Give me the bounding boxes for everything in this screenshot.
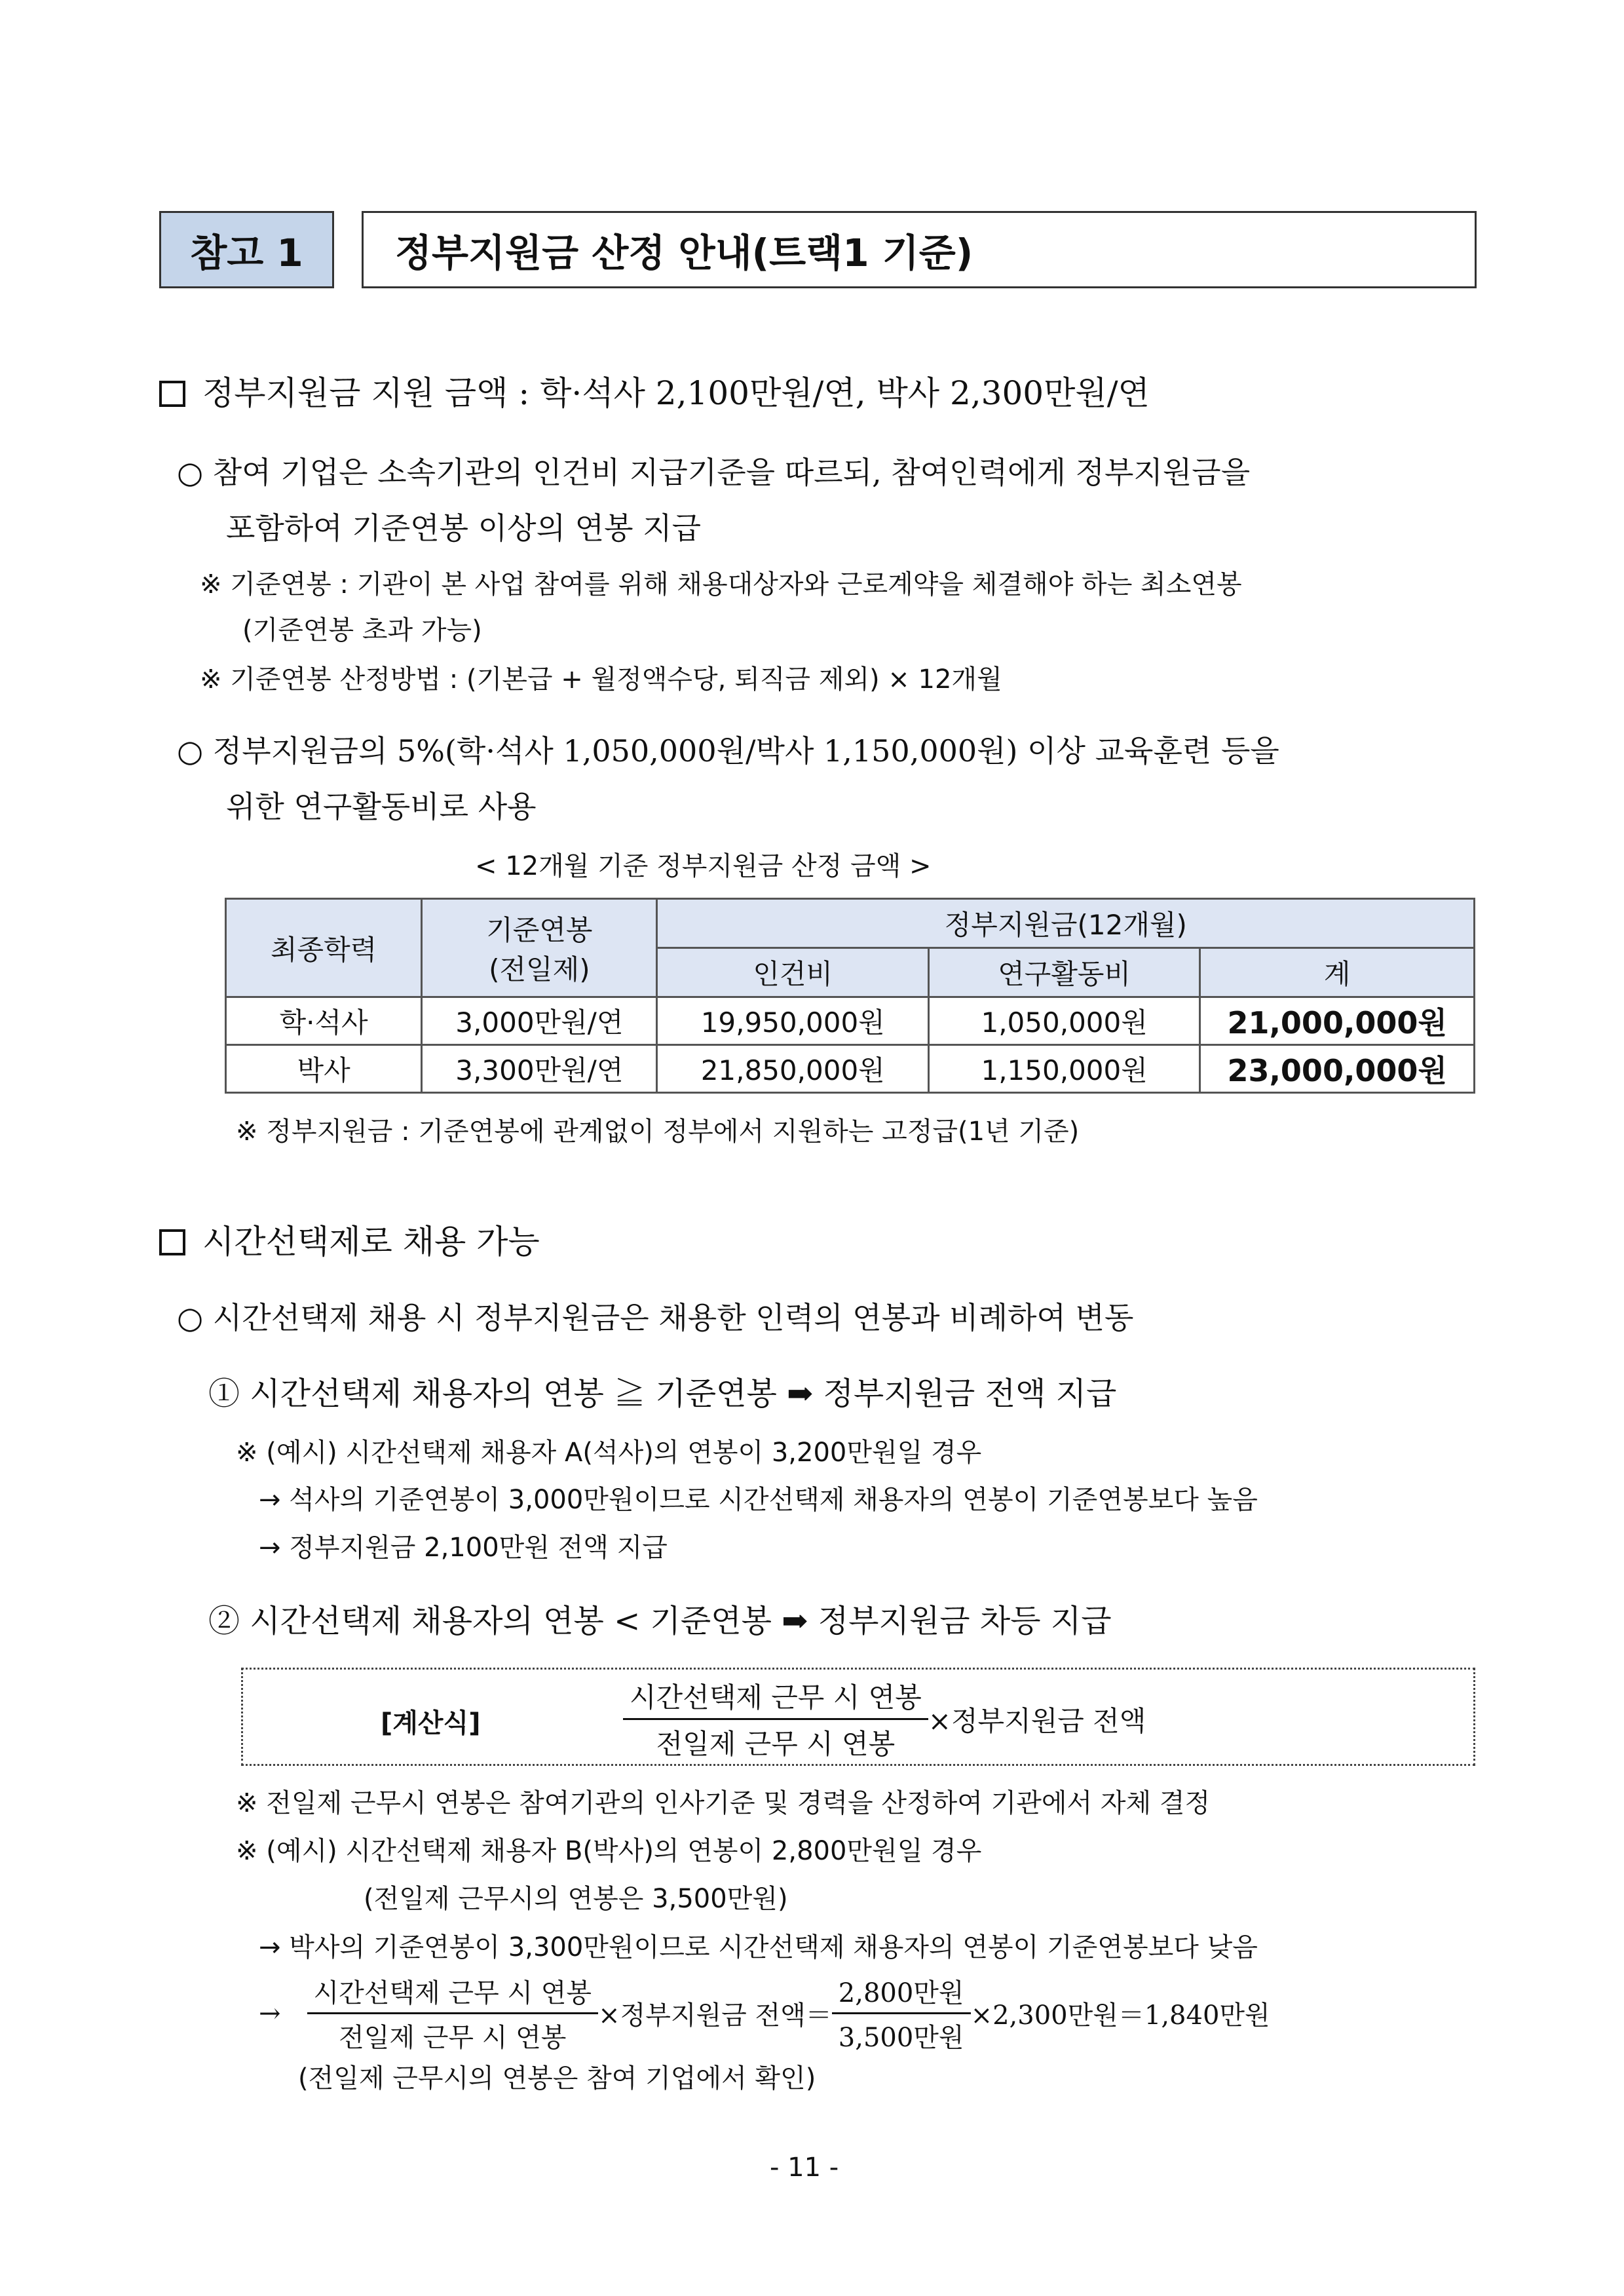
- case1-arrow1: → 석사의 기준연봉이 3,000만원이므로 시간선택제 채용자의 연봉이 기준연봉보다 높음: [259, 1485, 1258, 1515]
- section1-bullet2-line2: 위한 연구활동비로 사용: [226, 789, 537, 824]
- formula-fraction: [623, 1676, 928, 1762]
- header-base-salary-line2: (전일제): [489, 953, 590, 985]
- calc-denominator1: 전일제 근무 시 연봉: [339, 2023, 567, 2053]
- header-gov-support: 정부지원금(12개월): [657, 899, 1475, 948]
- header-research-cost: 연구활동비: [928, 948, 1199, 997]
- section1-bullet2-line1: ○ 정부지원금의 5%(학·석사 1,050,000원/박사 1,150,000원) 이상 교육훈련 등을: [177, 733, 1279, 769]
- gov-support-table: [225, 898, 1475, 1094]
- calc-fraction2: [832, 1972, 971, 2054]
- section2-heading-text: 시간선택제로 채용 가능: [202, 1223, 540, 1261]
- section1-heading-text: 정부지원금 지원 금액 : 학·석사 2,100만원/연, 박사 2,300만원/연: [202, 374, 1150, 412]
- calc-denominator2: 3,500만원: [838, 2023, 964, 2053]
- cell-total: 23,000,000원: [1200, 1045, 1475, 1093]
- calc-tail: ×2,300만원＝1,840만원: [970, 2000, 1270, 2031]
- section1-note2: ※ 기준연봉 산정방법 : (기본급 + 월정액수당, 퇴직금 제외) × 12개월: [200, 664, 1002, 695]
- formula-tail: ×정부지원금 전액: [928, 1704, 1146, 1737]
- section2-bullet: ○ 시간선택제 채용 시 정부지원금은 채용한 인력의 연봉과 비례하여 변동: [177, 1300, 1134, 1335]
- header-base-salary-line1: 기준연봉: [486, 913, 593, 946]
- header-total: 계: [1200, 948, 1475, 997]
- table-row: [226, 997, 1475, 1045]
- case1-arrow2: → 정부지원금 2,100만원 전액 지급: [259, 1533, 668, 1563]
- table-note: ※ 정부지원금 : 기준연봉에 관계없이 정부에서 지원하는 고정급(1년 기준): [236, 1117, 1080, 1147]
- calc-numerator1: 시간선택제 근무 시 연봉: [307, 1972, 599, 2014]
- note-b: ※ (예시) 시간선택제 채용자 B(박사)의 연봉이 2,800만원일 경우: [236, 1836, 982, 1866]
- arrow-a: → 박사의 기준연봉이 3,300만원이므로 시간선택제 채용자의 연봉이 기준연봉보다 낮음: [259, 1932, 1258, 1962]
- section1-bullet1-line1: ○ 참여 기업은 소속기관의 인건비 지급기준을 따르되, 참여인력에게 정부지원금을: [177, 455, 1251, 490]
- cell-total: 21,000,000원: [1200, 997, 1475, 1045]
- section1-note1-line1: ※ 기준연봉 : 기관이 본 사업 참여를 위해 채용대상자와 근로계약을 체결해야 하는 최소연봉: [200, 569, 1242, 600]
- header-labor-cost: 인건비: [657, 948, 928, 997]
- note-a: ※ 전일제 근무시 연봉은 참여기관의 인사기준 및 경력을 산정하여 기관에서 자체 결정: [236, 1788, 1211, 1818]
- note-b2: (전일제 근무시의 연봉은 3,500만원): [364, 1884, 788, 1914]
- calc-arrow: →: [259, 1998, 281, 2029]
- case2-heading: ② 시간선택제 채용자의 연봉 < 기준연봉 ➡ 정부지원금 차등 지급: [208, 1603, 1112, 1639]
- closing-note: (전일제 근무시의 연봉은 참여 기업에서 확인): [298, 2063, 816, 2094]
- calculation-example: [259, 1972, 1270, 2054]
- formula-expression: [623, 1676, 1146, 1762]
- header-degree: 최종학력: [226, 899, 422, 997]
- table-row: [226, 1045, 1475, 1093]
- cell-labor: 19,950,000원: [657, 997, 928, 1045]
- table-caption: < 12개월 기준 정부지원금 산정 금액 >: [475, 851, 932, 881]
- cell-labor: 21,850,000원: [657, 1045, 928, 1093]
- checkbox-square-icon: [159, 1229, 185, 1255]
- calc-fraction1: [307, 1972, 599, 2054]
- case1-example: ※ (예시) 시간선택제 채용자 A(석사)의 연봉이 3,200만원일 경우: [236, 1438, 982, 1468]
- formula-numerator: 시간선택제 근무 시 연봉: [623, 1676, 928, 1720]
- header-base-salary: [422, 899, 657, 997]
- section1-note1-line2: (기준연봉 초과 가능): [242, 615, 482, 645]
- page-number: - 11 -: [770, 2152, 839, 2183]
- cell-research: 1,050,000원: [928, 997, 1199, 1045]
- reference-tag: 참고 1: [159, 211, 334, 288]
- cell-base: 3,300만원/연: [422, 1045, 657, 1093]
- formula-box: [241, 1668, 1475, 1766]
- section1-bullet1-line2: 포함하여 기준연봉 이상의 연봉 지급: [226, 510, 702, 546]
- section1-heading: [159, 367, 1150, 414]
- cell-research: 1,150,000원: [928, 1045, 1199, 1093]
- page-title: 정부지원금 산정 안내(트랙1 기준): [362, 211, 1477, 288]
- calc-mid: ×정부지원금 전액＝: [598, 2000, 832, 2031]
- cell-degree: 박사: [226, 1045, 422, 1093]
- formula-denominator: 전일제 근무 시 연봉: [656, 1728, 896, 1760]
- section2-heading: [159, 1215, 540, 1263]
- cell-base: 3,000만원/연: [422, 997, 657, 1045]
- formula-label: [계산식]: [381, 1708, 481, 1738]
- case1-heading: ① 시간선택제 채용자의 연봉 ≧ 기준연봉 ➡ 정부지원금 전액 지급: [208, 1375, 1117, 1412]
- cell-degree: 학·석사: [226, 997, 422, 1045]
- calc-numerator2: 2,800만원: [832, 1972, 971, 2014]
- checkbox-square-icon: [159, 381, 185, 407]
